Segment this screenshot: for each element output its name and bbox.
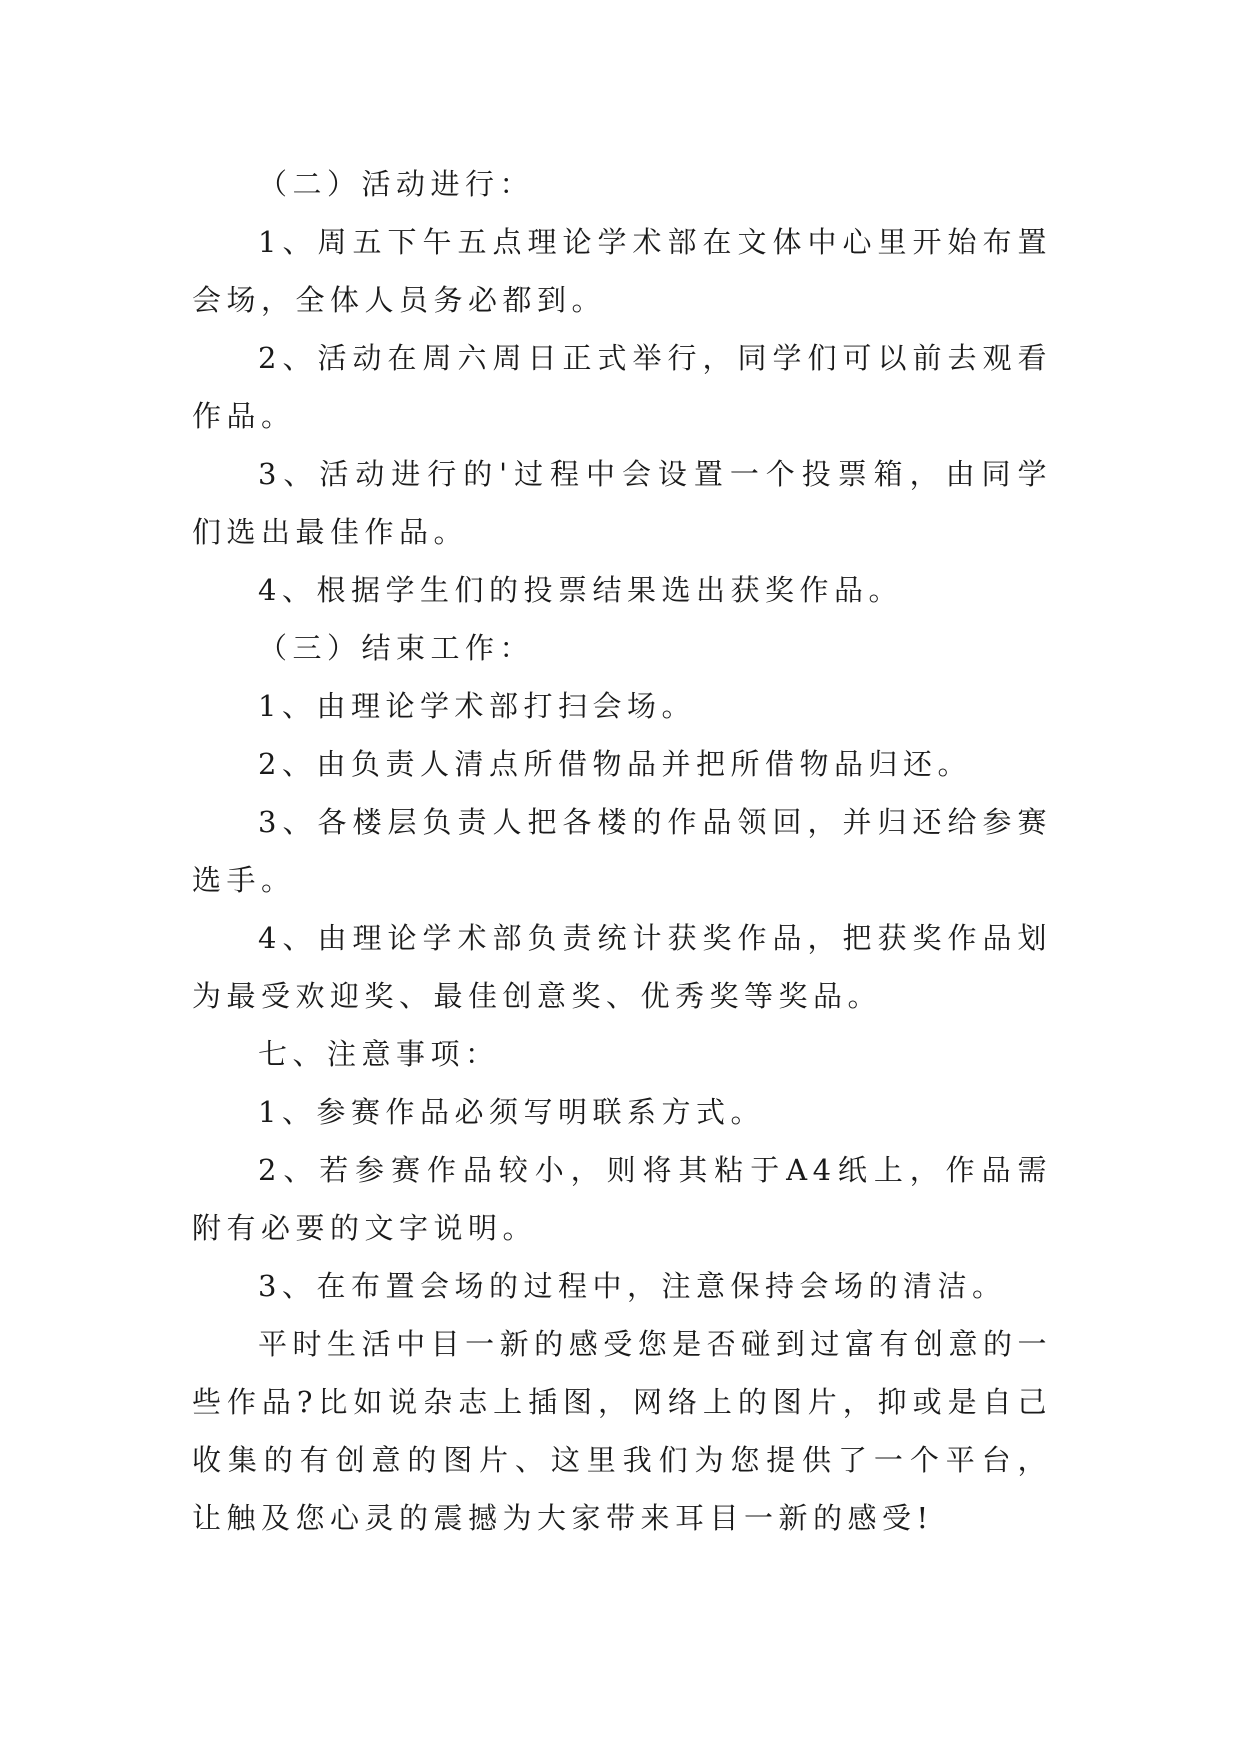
paragraph: 1、由理论学术部打扫会场。: [258, 689, 696, 723]
closing-paragraph: 平时生活中目一新的感受您是否碰到过富有创意的一些作品?比如说杂志上插图，网络上的图片，抑或是自己收集的有创意的图片、这里我们为您提供了一个平台，让触及您心灵的震撼为大家带来耳目一新的感受!: [192, 1327, 1052, 1535]
paragraph: 3、活动进行的'过程中会设置一个投票箱，由同学们选出最佳作品。: [192, 457, 1052, 549]
paragraph: 2、若参赛作品较小，则将其粘于A4纸上，作品需附有必要的文字说明。: [192, 1153, 1052, 1245]
paragraph: 1、参赛作品必须写明联系方式。: [258, 1095, 765, 1129]
document-body: [192, 155, 1052, 1547]
section-heading-closing-work: （三）结束工作：: [258, 631, 535, 665]
paragraph: 4、由理论学术部负责统计获奖作品，把获奖作品划为最受欢迎奖、最佳创意奖、优秀奖等奖品。: [192, 921, 1052, 1013]
section-heading-activity-progress: （二）活动进行：: [258, 167, 535, 201]
paragraph: 3、各楼层负责人把各楼的作品领回，并归还给参赛选手。: [192, 805, 1052, 897]
paragraph: 2、活动在周六周日正式举行，同学们可以前去观看作品。: [192, 341, 1052, 433]
paragraph: 4、根据学生们的投票结果选出获奖作品。: [258, 573, 903, 607]
section-heading-notes: 七、注意事项：: [258, 1037, 500, 1071]
paragraph: 2、由负责人清点所借物品并把所借物品归还。: [258, 747, 972, 781]
paragraph: 1、周五下午五点理论学术部在文体中心里开始布置会场，全体人员务必都到。: [192, 225, 1052, 317]
paragraph: 3、在布置会场的过程中，注意保持会场的清洁。: [258, 1269, 1007, 1303]
